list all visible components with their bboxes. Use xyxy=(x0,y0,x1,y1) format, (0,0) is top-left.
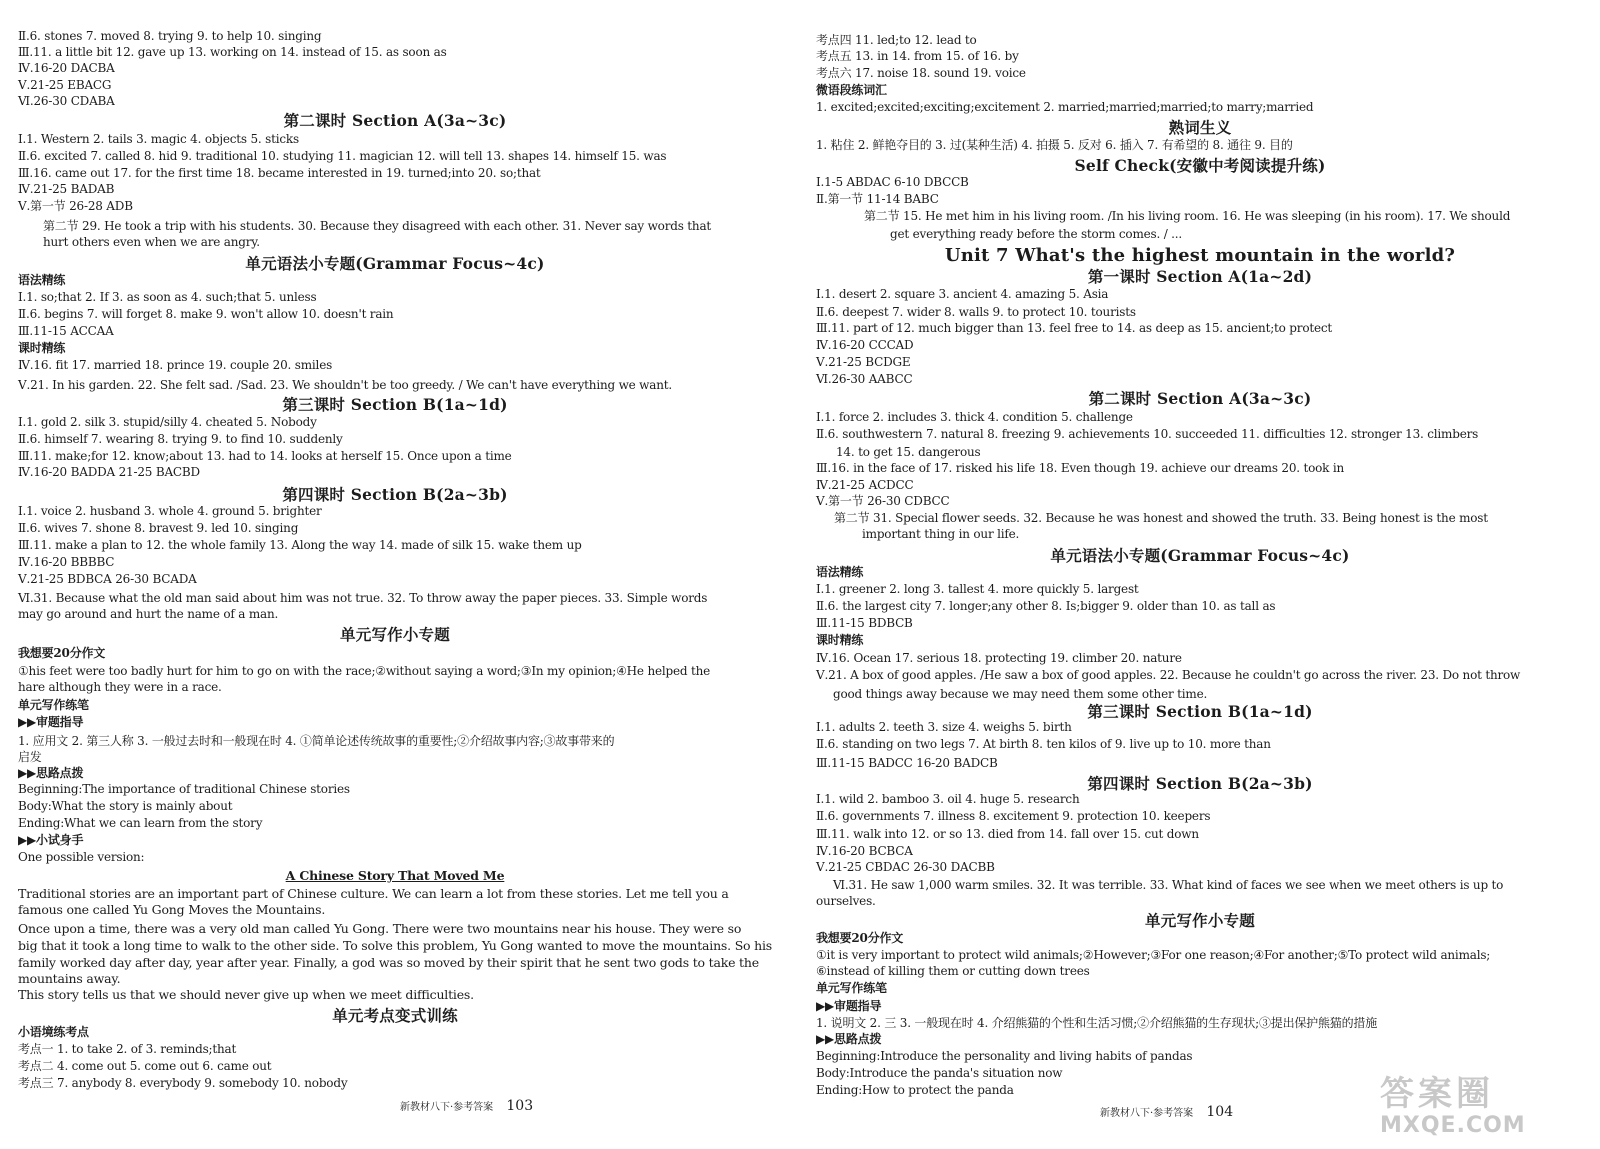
right-line-2: 考点五 13. in 14. from 15. of 16. by xyxy=(816,49,1019,63)
left-line-43: ▶▶思路点拨 xyxy=(18,766,84,780)
left-line-51: famous one called Yu Gong Moves the Mountains. xyxy=(18,902,326,917)
right-line-27: Ⅴ.第一节 26-30 CDBCC xyxy=(816,494,950,508)
left-line-44: Beginning:The importance of traditional Chinese stories xyxy=(18,782,350,796)
right-line-53: ①it is very important to protect wild animals;②However;③For one reason;④For another;⑤To protect wild animals; xyxy=(816,948,1491,962)
footer-label: 新教材八下·参考答案 xyxy=(400,1102,494,1113)
left-line-2: Ⅲ.11. a little bit 12. gave up 13. working on 14. instead of 15. as soon as xyxy=(18,45,447,59)
right-line-49: Ⅵ.31. He saw 1,000 warm smiles. 32. It was terrible. 33. What kind of faces we see when we meet others is up to xyxy=(833,878,1504,892)
right-line-12: get everything ready before the storm comes. / ... xyxy=(890,227,1183,241)
right-footer xyxy=(1100,1104,1233,1120)
right-line-1: 考点四 11. led;to 12. lead to xyxy=(816,33,977,47)
right-line-41: Ⅱ.6. standing on two legs 7. At birth 8. ten kilos of 9. live up to 10. more than xyxy=(816,737,1271,751)
left-line-52: Once upon a time, there was a very old man called Yu Gong. There were two mountains near his house. They were so xyxy=(18,921,742,936)
left-line-54: family worked day after day, year after year. Finally, a god was so moved by their spirit that he sent two gods to take the xyxy=(18,955,759,970)
footer-label: 新教材八下·参考答案 xyxy=(1100,1108,1194,1119)
right-line-54: ⑥instead of killing them or cutting down trees xyxy=(816,964,1090,978)
right-line-38: good things away because we may need them some other time. xyxy=(833,687,1208,701)
left-line-58: 小语境练考点 xyxy=(18,1025,89,1039)
right-line-16: Ⅱ.6. deepest 7. wider 8. walls 9. to protect 10. tourists xyxy=(816,305,1136,319)
watermark-logo-text: 答案圈 xyxy=(1380,1074,1494,1114)
right-line-48: Ⅴ.21-25 CBDAC 26-30 DACBB xyxy=(816,860,995,874)
left-line-48: One possible version: xyxy=(18,850,145,864)
right-line-37: Ⅴ.21. A box of good apples. /He saw a box of good apples. 22. Because he couldn't go across the river. 23. Do not throw xyxy=(816,668,1521,682)
left-line-49: A Chinese Story That Moved Me xyxy=(285,868,505,883)
watermark-site: MXQE.COM xyxy=(1380,1113,1526,1138)
right-line-56: ▶▶审题指导 xyxy=(816,999,882,1013)
right-line-7: 1. 粘住 2. 鲜艳夺目的 3. 过(某种生活) 4. 拍摄 5. 反对 6. 插入 7. 有希望的 8. 通往 9. 目的 xyxy=(816,138,1293,152)
right-line-13: Unit 7 What's the highest mountain in the world? xyxy=(944,245,1456,266)
right-line-55: 单元写作练笔 xyxy=(816,981,887,995)
right-line-22: Ⅰ.1. force 2. includes 3. thick 4. condition 5. challenge xyxy=(816,410,1133,424)
left-line-10: Ⅳ.21-25 BADAB xyxy=(18,182,115,196)
left-line-56: This story tells us that we should never give up when we meet difficulties. xyxy=(18,987,474,1002)
left-line-5: Ⅵ.26-30 CDABA xyxy=(18,94,115,108)
left-line-32: Ⅴ.21-25 BDBCA 26-30 BCADA xyxy=(18,572,197,586)
right-line-46: Ⅲ.11. walk into 12. or so 13. died from 14. fall over 15. cut down xyxy=(816,827,1199,841)
right-line-32: Ⅰ.1. greener 2. long 3. tallest 4. more quickly 5. largest xyxy=(816,582,1139,596)
right-line-47: Ⅳ.16-20 BCBCA xyxy=(816,844,913,858)
left-line-29: Ⅱ.6. wives 7. shone 8. bravest 9. led 10. singing xyxy=(18,521,299,535)
left-line-60: 考点二 4. come out 5. come out 6. came out xyxy=(18,1059,272,1073)
right-line-29: important thing in our life. xyxy=(862,527,1020,541)
left-line-21: Ⅴ.21. In his garden. 22. She felt sad. /Sad. 23. We shouldn't be too greedy. / We can't have everything we want. xyxy=(18,378,672,392)
left-line-28: Ⅰ.1. voice 2. husband 3. whole 4. ground 5. brighter xyxy=(18,504,322,518)
right-line-24: 14. to get 15. dangerous xyxy=(836,445,981,459)
left-line-17: Ⅱ.6. begins 7. will forget 8. make 9. won't allow 10. doesn't rain xyxy=(18,307,394,321)
right-line-28: 第二节 31. Special flower seeds. 32. Because he was honest and showed the truth. 33. Being honest is the most xyxy=(834,511,1488,525)
right-line-59: Beginning:Introduce the personality and living habits of pandas xyxy=(816,1049,1193,1063)
right-line-33: Ⅱ.6. the largest city 7. longer;any other 8. Is;bigger 9. older than 10. as tall as xyxy=(816,599,1276,613)
left-line-30: Ⅲ.11. make a plan to 12. the whole family 13. Along the way 14. made of silk 15. wake them up xyxy=(18,538,582,552)
watermark-logo xyxy=(1380,1075,1580,1145)
left-line-13: hurt others even when we are angry. xyxy=(43,235,260,249)
left-line-18: Ⅲ.11-15 ACCAA xyxy=(18,324,114,338)
right-line-3: 考点六 17. noise 18. sound 19. voice xyxy=(816,66,1026,80)
left-line-20: Ⅳ.16. fit 17. married 18. prince 19. couple 20. smiles xyxy=(18,358,333,372)
left-line-25: Ⅲ.11. make;for 12. know;about 13. had to 14. looks at herself 15. Once upon a time xyxy=(18,449,512,463)
left-line-6: 第二课时 Section A(3a~3c) xyxy=(283,111,507,130)
left-footer xyxy=(400,1098,533,1114)
left-line-47: ▶▶小试身手 xyxy=(18,833,84,847)
left-line-16: Ⅰ.1. so;that 2. If 3. as soon as 4. such;that 5. unless xyxy=(18,290,317,304)
right-line-26: Ⅳ.21-25 ACDCC xyxy=(816,478,914,492)
left-line-1: Ⅱ.6. stones 7. moved 8. trying 9. to help 10. singing xyxy=(18,29,322,43)
left-line-34: may go around and hurt the name of a man. xyxy=(18,607,279,621)
left-line-39: 单元写作练笔 xyxy=(18,698,89,712)
right-line-19: Ⅴ.21-25 BCDGE xyxy=(816,355,911,369)
right-line-52: 我想要20分作文 xyxy=(816,931,904,945)
right-line-5: 1. excited;excited;exciting;excitement 2. married;married;married;to marry;married xyxy=(816,100,1314,114)
right-line-35: 课时精练 xyxy=(816,633,864,647)
left-line-26: Ⅳ.16-20 BADDA 21-25 BACBD xyxy=(18,465,200,479)
right-line-51: 单元写作小专题 xyxy=(1145,911,1255,930)
left-line-15: 语法精练 xyxy=(18,273,66,287)
left-line-23: Ⅰ.1. gold 2. silk 3. stupid/silly 4. cheated 5. Nobody xyxy=(18,415,317,429)
left-line-19: 课时精练 xyxy=(18,341,66,355)
right-line-18: Ⅳ.16-20 CCCAD xyxy=(816,338,914,352)
left-line-61: 考点三 7. anybody 8. everybody 9. somebody 10. nobody xyxy=(18,1076,348,1090)
left-line-59: 考点一 1. to take 2. of 3. reminds;that xyxy=(18,1042,237,1056)
left-line-12: 第二节 29. He took a trip with his students. 30. Because they disagreed with each other. 31. Never say words that xyxy=(43,219,712,233)
left-line-9: Ⅲ.16. came out 17. for the first time 18. became interested in 19. turned;into 20. so;that xyxy=(18,166,541,180)
page-number: 104 xyxy=(1206,1104,1234,1120)
left-line-57: 单元考点变式训练 xyxy=(332,1006,458,1025)
right-line-43: 第四课时 Section B(2a~3b) xyxy=(1087,774,1313,793)
left-line-55: mountains away. xyxy=(18,971,121,986)
left-line-8: Ⅱ.6. excited 7. called 8. hid 9. traditional 10. studying 11. magician 12. will tell 13. shapes 14. himself 15. was xyxy=(18,149,667,163)
right-line-61: Ending:How to protect the panda xyxy=(816,1083,1014,1097)
left-line-7: Ⅰ.1. Western 2. tails 3. magic 4. objects 5. sticks xyxy=(18,132,299,146)
left-line-36: 我想要20分作文 xyxy=(18,646,106,660)
left-line-31: Ⅳ.16-20 BBBBC xyxy=(18,555,115,569)
left-line-40: ▶▶审题指导 xyxy=(18,715,84,729)
right-line-57: 1. 说明文 2. 三 3. 一般现在时 4. 介绍熊猫的个性和生活习惯;②介绍熊猫的生存现状;③提出保护熊猫的措施 xyxy=(816,1016,1377,1030)
left-line-11: Ⅴ.第一节 26-28 ADB xyxy=(18,199,133,213)
right-line-31: 语法精练 xyxy=(816,565,864,579)
left-line-27: 第四课时 Section B(2a~3b) xyxy=(282,485,508,504)
right-answer-lines xyxy=(800,0,1600,1149)
right-line-40: Ⅰ.1. adults 2. teeth 3. size 4. weighs 5. birth xyxy=(816,720,1072,734)
left-line-4: Ⅴ.21-25 EBACG xyxy=(18,78,112,92)
left-line-37: ①his feet were too badly hurt for him to go on with the race;②without saying a word;③In my opinion;④He helped the xyxy=(18,664,711,678)
right-line-4: 微语段练词汇 xyxy=(816,83,887,97)
right-line-42: Ⅲ.11-15 BADCC 16-20 BADCB xyxy=(816,756,998,770)
right-line-14: 第一课时 Section A(1a~2d) xyxy=(1087,267,1313,286)
right-line-17: Ⅲ.11. part of 12. much bigger than 13. feel free to 14. as deep as 15. ancient;to protect xyxy=(816,321,1333,335)
page-number: 103 xyxy=(506,1098,534,1114)
right-line-15: Ⅰ.1. desert 2. square 3. ancient 4. amazing 5. Asia xyxy=(816,287,1109,301)
right-line-50: ourselves. xyxy=(816,894,876,908)
left-line-42: 启发 xyxy=(18,750,42,764)
right-line-11: 第二节 15. He met him in his living room. /In his living room. 16. He was sleeping (in his room). 17. We should xyxy=(864,209,1511,223)
left-line-53: big that it took a long time to walk to the other side. To solve this problem, Yu Gong wanted to move the mountains. So his xyxy=(18,938,773,953)
right-line-44: Ⅰ.1. wild 2. bamboo 3. oil 4. huge 5. research xyxy=(816,792,1080,806)
left-line-22: 第三课时 Section B(1a~1d) xyxy=(282,395,508,414)
left-answer-lines xyxy=(0,0,790,1149)
left-line-41: 1. 应用文 2. 第三人称 3. 一般过去时和一般现在时 4. ①简单论述传统故事的重要性;②介绍故事内容;③故事带来的 xyxy=(18,734,615,748)
left-page xyxy=(0,0,790,1149)
left-line-14: 单元语法小专题(Grammar Focus~4c) xyxy=(245,254,545,273)
right-line-34: Ⅲ.11-15 BDBCB xyxy=(816,616,913,630)
right-line-60: Body:Introduce the panda's situation now xyxy=(816,1066,1063,1080)
left-line-38: hare although they were in a race. xyxy=(18,680,222,694)
right-line-58: ▶▶思路点拨 xyxy=(816,1032,882,1046)
right-line-23: Ⅱ.6. southwestern 7. natural 8. freezing 9. achievements 10. succeeded 11. difficulties 12. stronger 13. climbers xyxy=(816,427,1479,441)
right-line-39: 第三课时 Section B(1a~1d) xyxy=(1087,702,1313,721)
left-line-35: 单元写作小专题 xyxy=(340,625,450,644)
right-line-8: Self Check(安徽中考阅读提升练) xyxy=(1074,156,1326,175)
right-line-6: 熟词生义 xyxy=(1168,118,1232,137)
left-line-50: Traditional stories are an important part of Chinese culture. We can learn a lot from these stories. Let me tell you a xyxy=(18,886,729,901)
right-page xyxy=(800,0,1600,1149)
left-line-45: Body:What the story is mainly about xyxy=(18,799,233,813)
right-line-30: 单元语法小专题(Grammar Focus~4c) xyxy=(1050,546,1350,565)
right-line-9: Ⅰ.1-5 ABDAC 6-10 DBCCB xyxy=(816,175,969,189)
right-line-10: Ⅱ.第一节 11-14 BABC xyxy=(816,192,939,206)
left-line-33: Ⅵ.31. Because what the old man said about him was not true. 32. To throw away the paper pieces. 33. Simple words xyxy=(18,591,708,605)
right-line-36: Ⅳ.16. Ocean 17. serious 18. protecting 19. climber 20. nature xyxy=(816,651,1182,665)
right-line-25: Ⅲ.16. in the face of 17. risked his life 18. Even though 19. achieve our dreams 20. took in xyxy=(816,461,1345,475)
left-line-46: Ending:What we can learn from the story xyxy=(18,816,263,830)
left-line-3: Ⅳ.16-20 DACBA xyxy=(18,61,115,75)
right-line-45: Ⅱ.6. governments 7. illness 8. excitement 9. protection 10. keepers xyxy=(816,809,1211,823)
right-line-21: 第二课时 Section A(3a~3c) xyxy=(1088,389,1312,408)
left-line-24: Ⅱ.6. himself 7. wearing 8. trying 9. to find 10. suddenly xyxy=(18,432,343,446)
right-line-20: Ⅵ.26-30 AABCC xyxy=(816,372,913,386)
